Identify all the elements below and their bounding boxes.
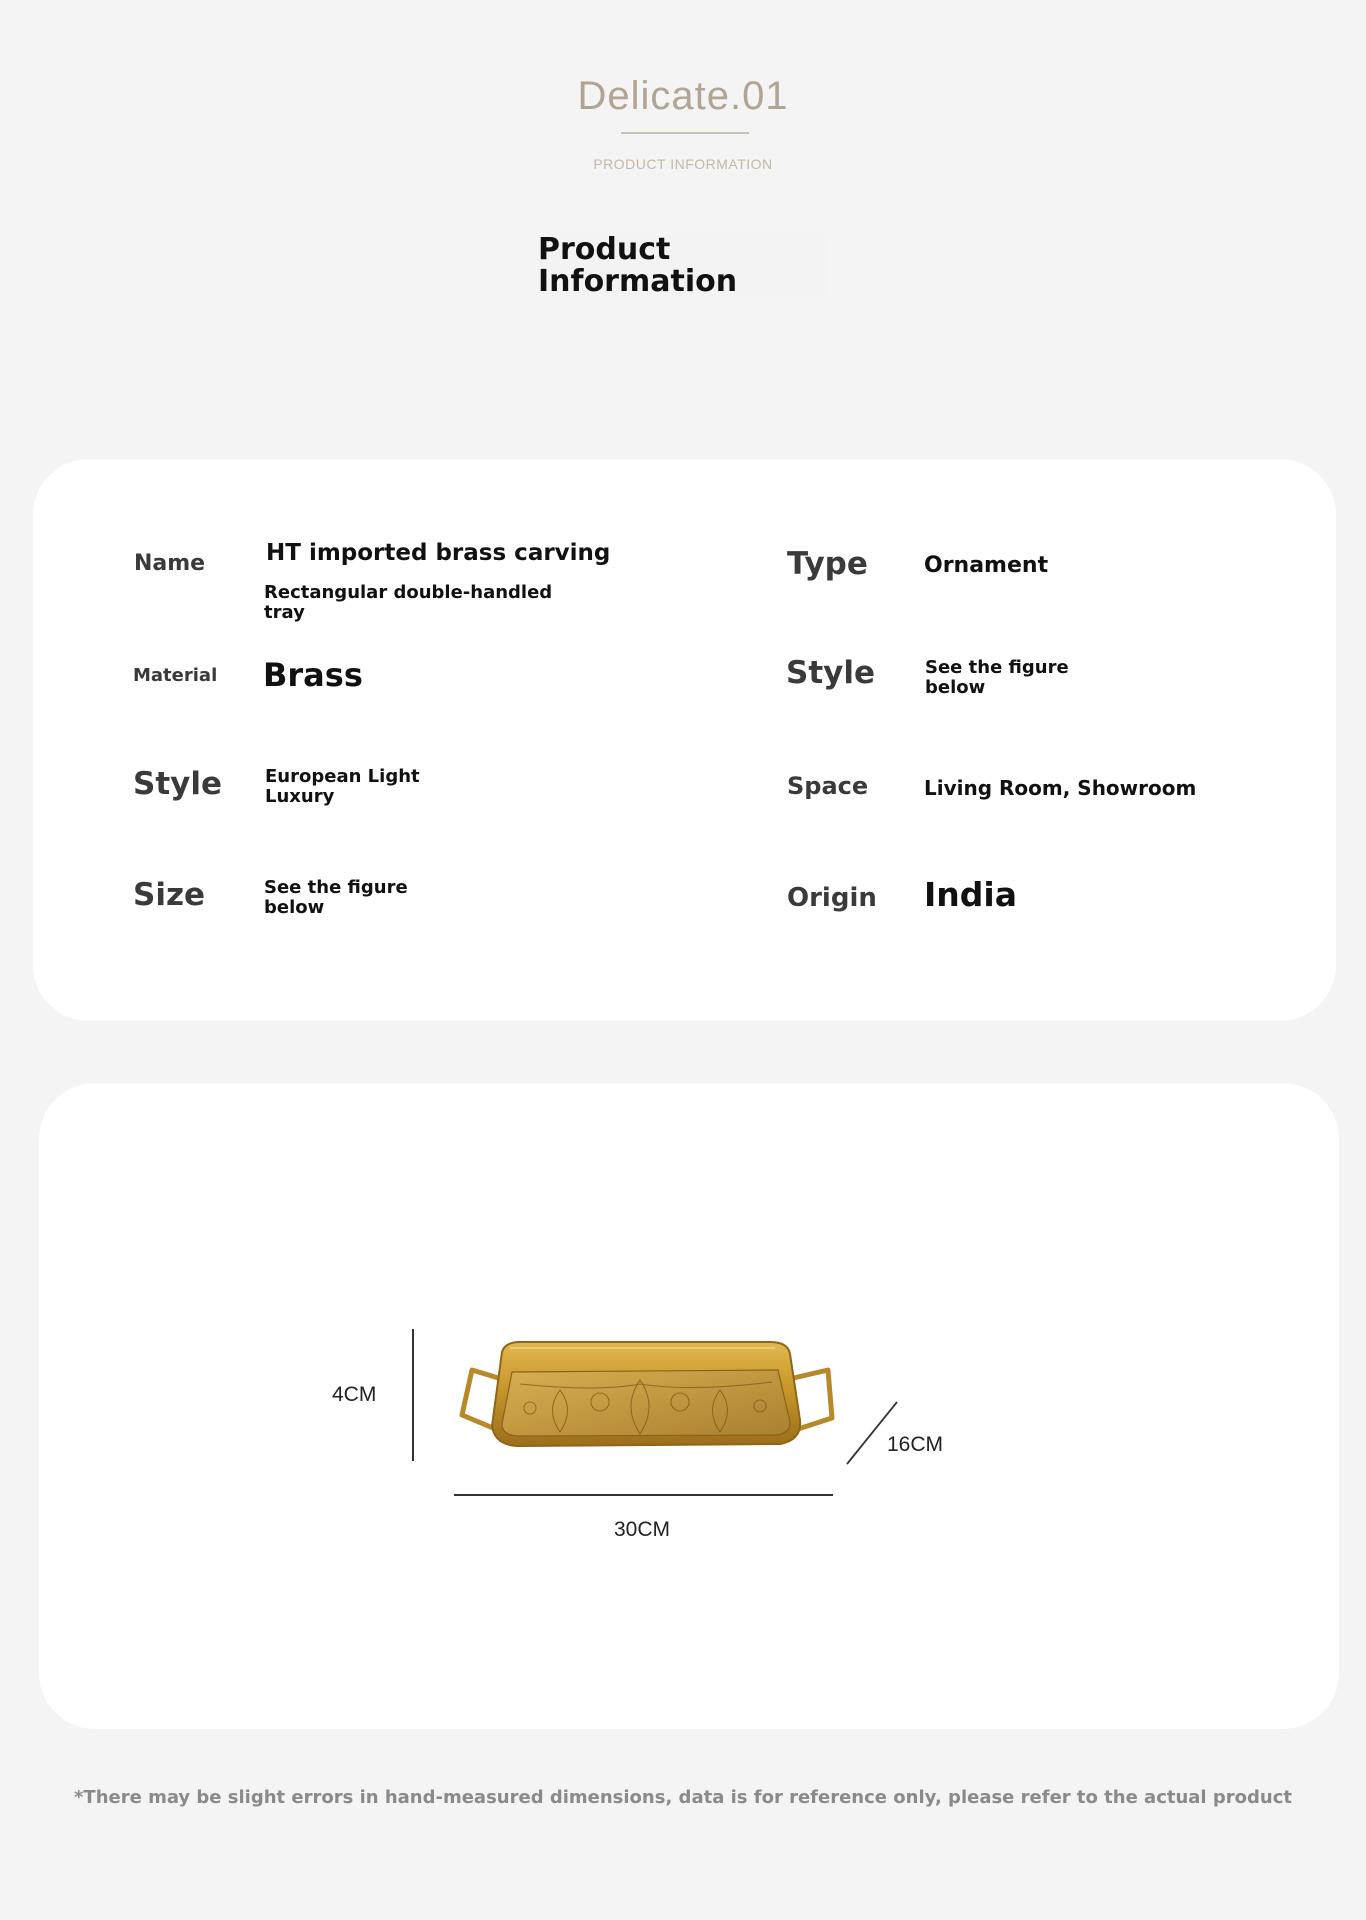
measurement-footnote: *There may be slight errors in hand-measured dimensions, data is for reference only, please refer to the actual product (74, 1787, 1292, 1808)
brand-subtitle: PRODUCT INFORMATION (593, 156, 773, 172)
brand-title: Delicate.01 (577, 74, 789, 118)
style-label-right: Style (786, 655, 876, 691)
type-label: Type (787, 546, 868, 582)
name-value-line2: Rectangular double-handled tray (264, 582, 553, 623)
space-value: Living Room, Showroom (924, 776, 1197, 800)
type-value: Ornament (924, 553, 1049, 578)
style-value-right: See the figure below (925, 657, 1069, 698)
size-value: See the figure below (264, 877, 408, 918)
height-line (412, 1329, 414, 1461)
brand-divider (621, 132, 749, 134)
section-title: Product Information (538, 234, 828, 298)
origin-label: Origin (787, 883, 877, 913)
style-label-left: Style (133, 766, 223, 802)
length-label: 30CM (614, 1518, 671, 1541)
name-label: Name (134, 551, 206, 576)
name-value-line1: HT imported brass carving (266, 540, 611, 566)
length-line (454, 1494, 833, 1496)
brass-tray-image (450, 1340, 840, 1460)
info-card (33, 459, 1336, 1021)
height-label: 4CM (332, 1383, 377, 1406)
width-label: 16CM (887, 1433, 944, 1456)
material-label: Material (133, 665, 218, 686)
space-label: Space (787, 772, 869, 800)
origin-value: India (924, 875, 1017, 914)
style-value-left: European Light Luxury (265, 766, 420, 807)
size-label: Size (133, 877, 206, 913)
material-value: Brass (263, 656, 363, 694)
